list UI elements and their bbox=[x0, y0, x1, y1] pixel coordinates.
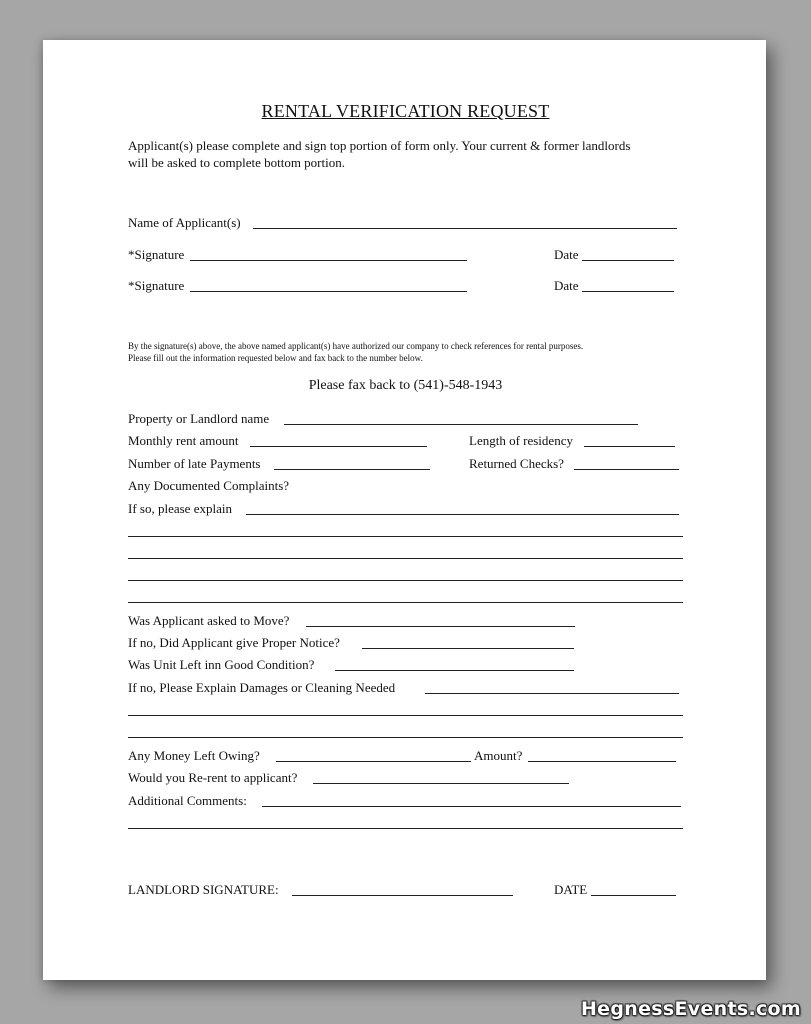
authorization-line-2: Please fill out the information requested below and fax back to the number below. bbox=[128, 353, 423, 363]
complaints-label: Any Documented Complaints? bbox=[128, 478, 290, 493]
fax-number-line: Please fax back to (541)-548-1943 bbox=[308, 378, 503, 393]
date-2-field[interactable] bbox=[582, 291, 674, 292]
signature-2-field[interactable] bbox=[190, 291, 467, 292]
damages-field-line-1[interactable] bbox=[425, 693, 679, 694]
money-owing-field[interactable] bbox=[276, 761, 471, 762]
comments-field-line-1[interactable] bbox=[262, 806, 681, 807]
explain-field-line-2[interactable] bbox=[128, 536, 683, 537]
page-title: RENTAL VERIFICATION REQUEST bbox=[261, 101, 550, 121]
applicant-name-field[interactable] bbox=[253, 228, 677, 229]
late-payments-field[interactable] bbox=[274, 469, 430, 470]
comments-field-line-2[interactable] bbox=[128, 828, 683, 829]
explain-label: If so, please explain bbox=[128, 501, 232, 516]
explain-field-line-4[interactable] bbox=[128, 580, 683, 581]
monthly-rent-field[interactable] bbox=[250, 446, 427, 447]
intro-line-1: Applicant(s) please complete and sign top portion of form only. Your current & former landlords bbox=[128, 138, 631, 153]
length-of-residency-field[interactable] bbox=[584, 446, 675, 447]
returned-checks-label: Returned Checks? bbox=[469, 456, 564, 471]
returned-checks-field[interactable] bbox=[574, 469, 679, 470]
rerent-label: Would you Re-rent to applicant? bbox=[128, 770, 298, 785]
damages-field-line-3[interactable] bbox=[128, 737, 683, 738]
good-condition-label: Was Unit Left inn Good Condition? bbox=[128, 657, 315, 672]
explain-field-line-3[interactable] bbox=[128, 558, 683, 559]
landlord-date-field[interactable] bbox=[591, 895, 676, 896]
date-1-field[interactable] bbox=[582, 260, 674, 261]
asked-to-move-label: Was Applicant asked to Move? bbox=[128, 613, 290, 628]
landlord-date-label: DATE bbox=[554, 882, 588, 897]
signature-2-label: *Signature bbox=[128, 278, 185, 293]
monthly-rent-label: Monthly rent amount bbox=[128, 433, 239, 448]
signature-1-field[interactable] bbox=[190, 260, 467, 261]
length-of-residency-label: Length of residency bbox=[469, 433, 573, 448]
site-watermark: HegnessEvents.com bbox=[580, 998, 801, 1020]
damages-field-line-2[interactable] bbox=[128, 715, 683, 716]
date-1-label: Date bbox=[554, 247, 579, 262]
asked-to-move-field[interactable] bbox=[306, 626, 575, 627]
good-condition-field[interactable] bbox=[335, 670, 574, 671]
date-2-label: Date bbox=[554, 278, 579, 293]
landlord-signature-label: LANDLORD SIGNATURE: bbox=[128, 882, 279, 897]
explain-field-line-5[interactable] bbox=[128, 602, 683, 603]
landlord-signature-field[interactable] bbox=[292, 895, 513, 896]
money-owing-label: Any Money Left Owing? bbox=[128, 748, 260, 763]
explain-field-line-1[interactable] bbox=[246, 514, 679, 515]
amount-field[interactable] bbox=[528, 761, 676, 762]
proper-notice-label: If no, Did Applicant give Proper Notice? bbox=[128, 635, 340, 650]
property-field[interactable] bbox=[284, 424, 638, 425]
late-payments-label: Number of late Payments bbox=[128, 456, 261, 471]
signature-1-label: *Signature bbox=[128, 247, 185, 262]
property-label: Property or Landlord name bbox=[128, 411, 270, 426]
intro-line-2: will be asked to complete bottom portion. bbox=[128, 155, 345, 170]
rerent-field[interactable] bbox=[313, 783, 569, 784]
damages-label: If no, Please Explain Damages or Cleaning Needed bbox=[128, 680, 396, 695]
applicant-name-label: Name of Applicant(s) bbox=[128, 215, 241, 230]
amount-label: Amount? bbox=[474, 748, 523, 763]
proper-notice-field[interactable] bbox=[362, 648, 574, 649]
authorization-line-1: By the signature(s) above, the above named applicant(s) have authorized our company to check references for rental purposes. bbox=[128, 341, 584, 351]
comments-label: Additional Comments: bbox=[128, 793, 247, 808]
